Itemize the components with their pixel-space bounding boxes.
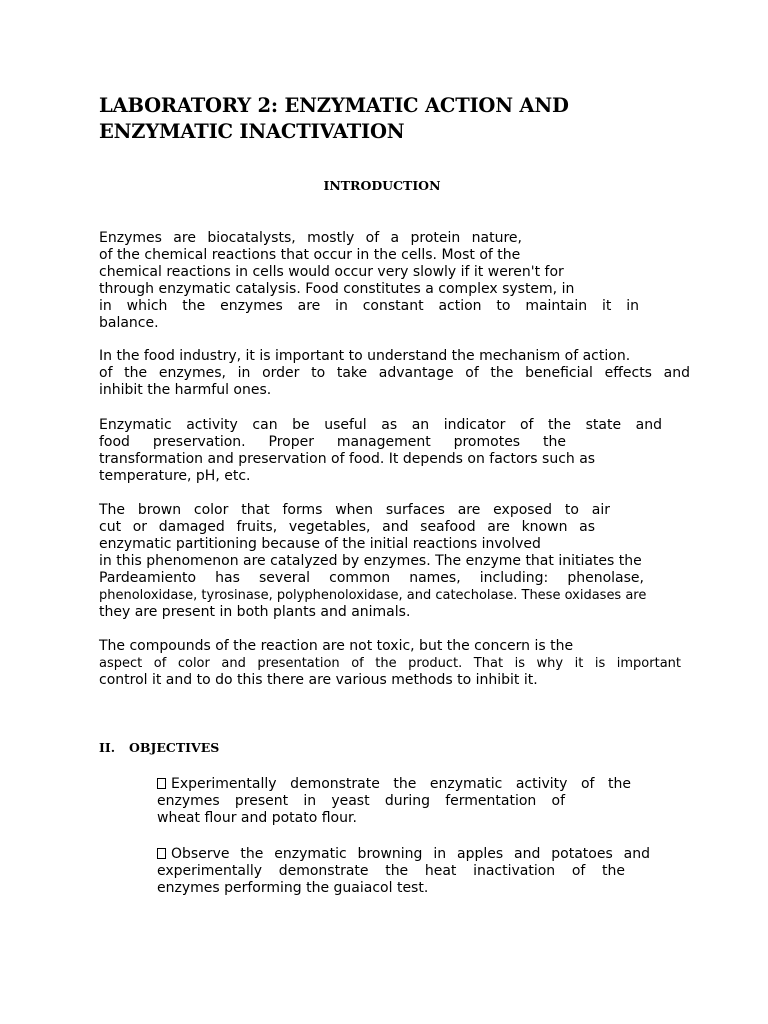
text-line: enzymes present in yeast during fermentation of [157, 793, 565, 809]
missing-glyph-bullet-icon [157, 778, 166, 789]
text-line: through enzymatic catalysis. Food constitutes a complex system, in [99, 281, 575, 297]
missing-glyph-bullet-icon [157, 848, 166, 859]
text-line [157, 846, 650, 863]
paragraph-browning [99, 502, 699, 621]
objectives-heading [99, 740, 219, 756]
paragraph-enzymatic-activity [99, 417, 699, 485]
paragraph-compounds [99, 638, 699, 689]
text-line: control it and to do this there are various methods to inhibit it. [99, 672, 538, 688]
text-line: experimentally demonstrate the heat inactivation of the [157, 863, 625, 879]
objectives-heading-label: OBJECTIVES [129, 740, 220, 755]
text-line: of the chemical reactions that occur in the cells. Most of the [99, 247, 521, 263]
text-line: The brown color that forms when surfaces are exposed to air [99, 502, 610, 518]
text-line: they are present in both plants and animals. [99, 604, 411, 620]
text-line: wheat flour and potato flour. [157, 810, 357, 826]
text-line: balance. [99, 315, 159, 331]
text-line: aspect of color and presentation of the product. That is why it is important [99, 656, 681, 671]
text-line: transformation and preservation of food. It depends on factors such as [99, 451, 596, 467]
text-line: enzymes performing the guaiacol test. [157, 880, 429, 896]
title-line: LABORATORY 2: ENZYMATIC ACTION AND [99, 94, 569, 117]
objective-item [157, 776, 637, 827]
text-line: chemical reactions in cells would occur very slowly if it weren't for [99, 264, 564, 280]
introduction-heading-text: INTRODUCTION [323, 178, 441, 193]
paragraph-enzymes-definition [99, 230, 699, 332]
text-line: of the enzymes, in order to take advantage of the beneficial effects and [99, 365, 690, 381]
document-title [99, 93, 699, 145]
text-line: Enzymes are biocatalysts, mostly of a protein nature, [99, 230, 522, 246]
objective-text: Observe the enzymatic browning in apples and potatoes and [171, 846, 650, 862]
text-line: Enzymatic activity can be useful as an indicator of the state and [99, 417, 662, 433]
objective-text: Experimentally demonstrate the enzymatic activity of the [171, 776, 631, 792]
text-line: in which the enzymes are in constant action to maintain it in [99, 298, 639, 314]
text-line: inhibit the harmful ones. [99, 382, 272, 398]
text-line: in this phenomenon are catalyzed by enzymes. The enzyme that initiates the [99, 553, 642, 569]
objectives-section-number: II. [99, 740, 116, 755]
objective-item [157, 846, 650, 897]
text-line: phenoloxidase, tyrosinase, polyphenoloxidase, and catecholase. These oxidases are [99, 588, 647, 603]
text-line: Pardeamiento has several common names, including: phenolase, [99, 570, 644, 586]
text-line: In the food industry, it is important to understand the mechanism of action. [99, 348, 631, 364]
introduction-heading [0, 178, 768, 194]
text-line [157, 776, 631, 793]
text-line: food preservation. Proper management promotes the [99, 434, 566, 450]
text-line: cut or damaged fruits, vegetables, and seafood are known as [99, 519, 595, 535]
title-line: ENZYMATIC INACTIVATION [99, 120, 405, 143]
paragraph-food-industry [99, 348, 699, 399]
text-line: The compounds of the reaction are not toxic, but the concern is the [99, 638, 574, 654]
text-line: temperature, pH, etc. [99, 468, 251, 484]
text-line: enzymatic partitioning because of the initial reactions involved [99, 536, 541, 552]
